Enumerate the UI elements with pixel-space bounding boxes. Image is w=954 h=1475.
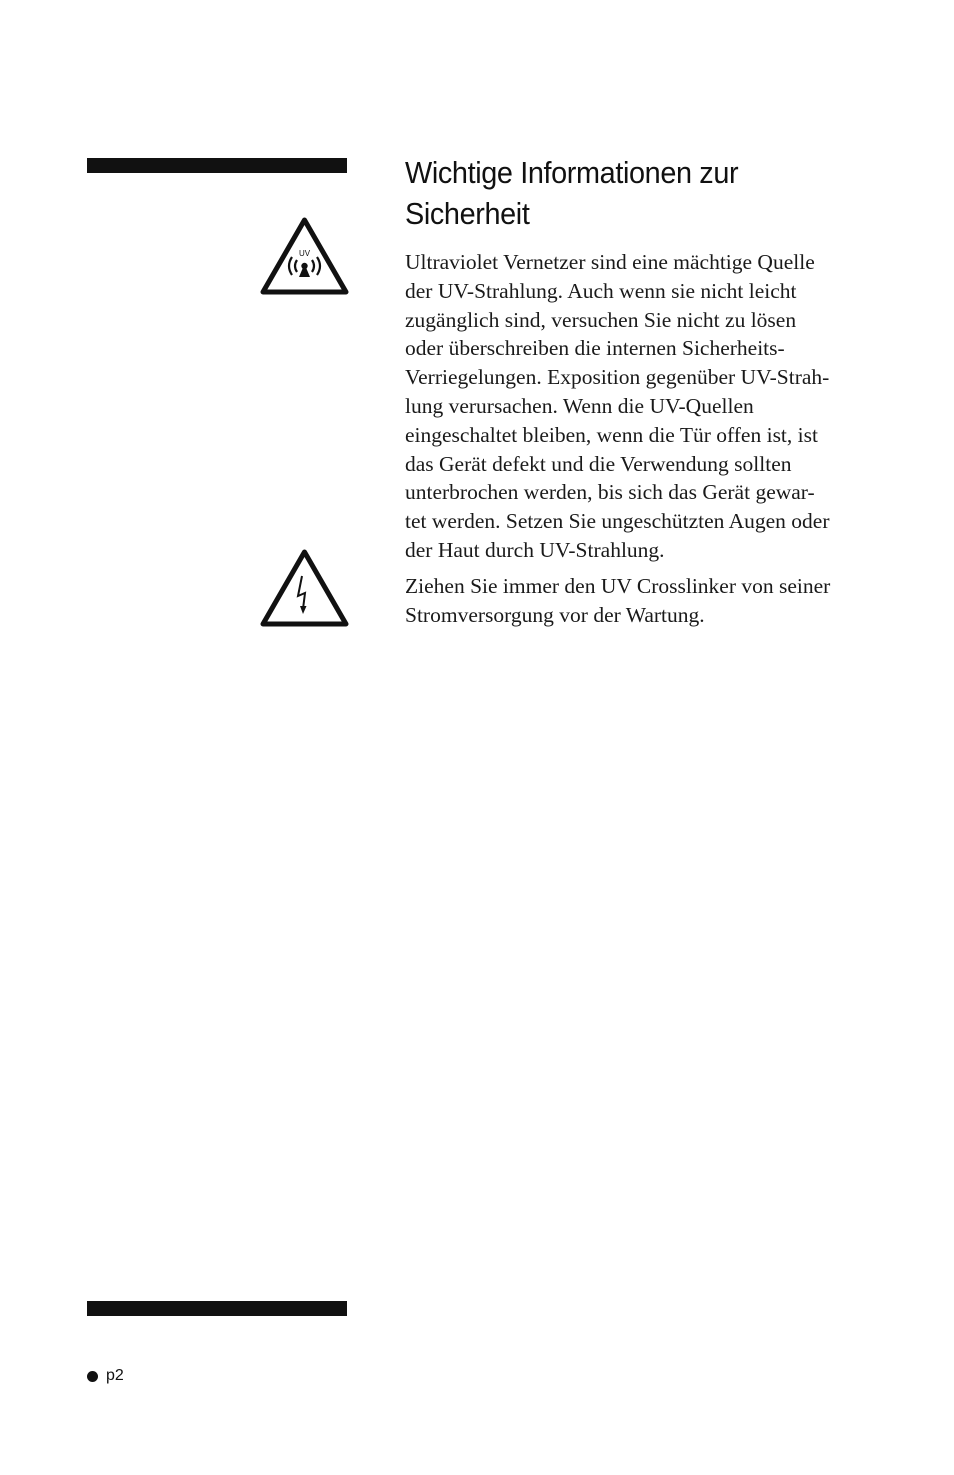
page-number: p2	[106, 1367, 124, 1384]
text-line: lung verursachen. Wenn die UV-Quellen	[405, 393, 754, 418]
uv-icon-label: UV	[298, 249, 311, 258]
title-line: Sicherheit	[405, 196, 530, 231]
safety-paragraph-power	[405, 572, 875, 630]
text-line: oder überschreiben die internen Sicherheits-	[405, 336, 785, 361]
electric-shock-warning-icon	[260, 549, 349, 627]
page-footer	[87, 1367, 124, 1385]
text-line: der UV-Strahlung. Auch wenn sie nicht leicht	[405, 278, 797, 303]
text-line: zugänglich sind, versuchen Sie nicht zu lösen	[405, 307, 797, 332]
text-line: tet werden. Setzen Sie ungeschützten Augen oder	[405, 509, 830, 534]
page-title	[405, 152, 851, 234]
uv-radiation-warning-icon	[260, 217, 349, 295]
text-line: der Haut durch UV-Strahlung.	[405, 537, 665, 562]
text-line: Stromversorgung vor der Wartung.	[405, 602, 705, 627]
bullet-icon	[87, 1371, 98, 1382]
title-line: Wichtige Informationen zur	[405, 155, 739, 190]
safety-paragraph-uv	[405, 248, 875, 565]
text-line: Ziehen Sie immer den UV Crosslinker von seiner	[405, 574, 831, 598]
text-line: das Gerät defekt und die Verwendung sollten	[405, 451, 792, 476]
text-line: Ultraviolet Vernetzer sind eine mächtige Quelle	[405, 250, 815, 274]
text-line: Verriegelungen. Exposition gegenüber UV-Strah-	[405, 365, 830, 390]
top-rule	[87, 158, 347, 173]
text-line: eingeschaltet bleiben, wenn die Tür offen ist, ist	[405, 422, 818, 447]
bottom-rule	[87, 1301, 347, 1316]
text-line: unterbrochen werden, bis sich das Gerät gewar-	[405, 480, 815, 505]
